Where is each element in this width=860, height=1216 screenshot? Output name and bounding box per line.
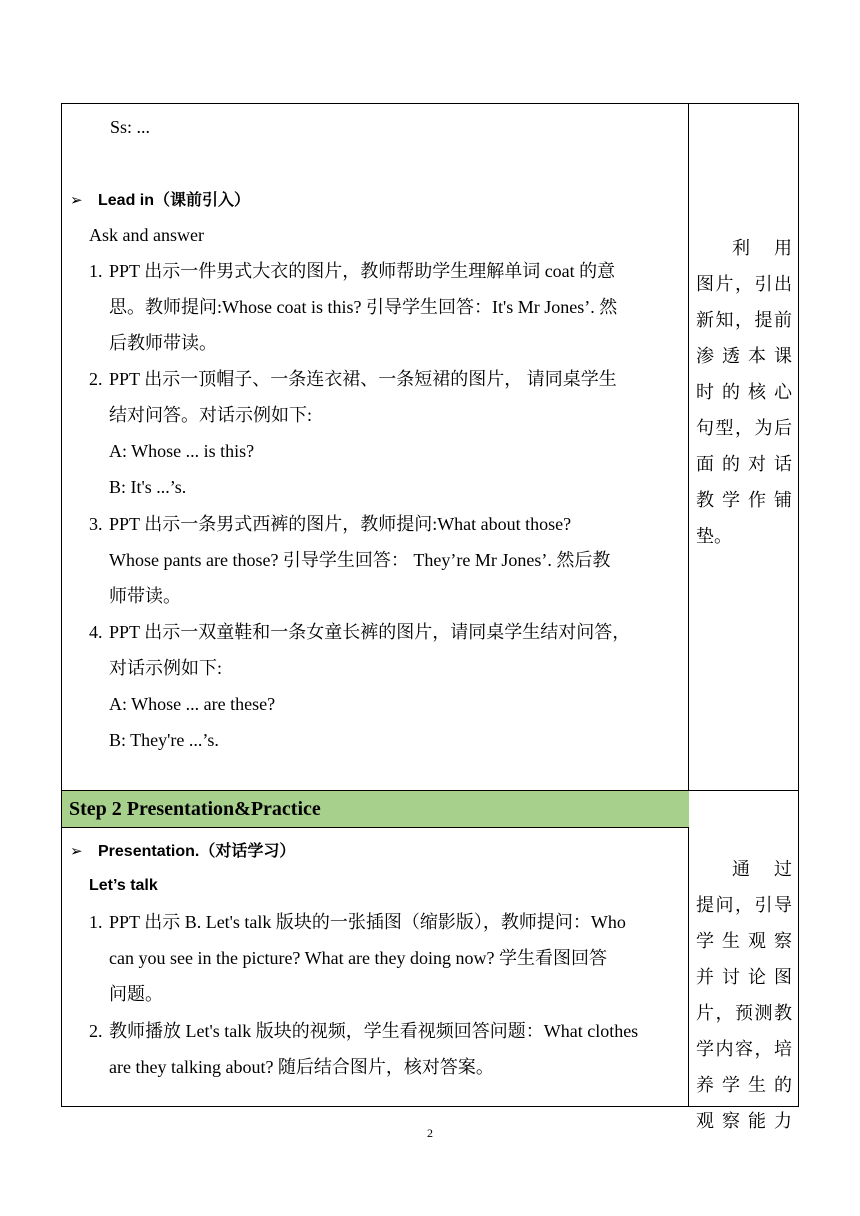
ss-line: Ss: ... (110, 117, 151, 137)
pres-item-1: 1. PPT 出示 B. Let's talk 版块的一张插图（缩影版），教师提问：Who can you see in the picture? What are they doing now? 学生看图回答 问题。 (89, 912, 626, 1004)
table-border-left (61, 103, 62, 1107)
lead-in-title: Lead in（课前引入） (98, 192, 251, 209)
step-header-bottom (61, 827, 689, 828)
arrow-bullet-icon: ➢ (70, 191, 83, 209)
presentation-rationale: 通 过 提问，引导 学生观察 并讨论图 片，预测教 学内容，培 养学生的 观察能力 (696, 859, 792, 1131)
pres-item-2: 2. 教师播放 Let's talk 版块的视频，学生看视频回答问题：What clothes are they talking about? 随后结合图片，核对答案。 (89, 1021, 639, 1077)
lead-item-2: 2. PPT 出示一顶帽子、一条连衣裙、一条短裙的图片， 请同桌学生 结对问答。对话示例如下: A: Whose ... is this? B: It's ...’s. (89, 369, 617, 497)
lead-item-1: 1. PPT 出示一件男式大衣的图片，教师帮助学生理解单词 coat 的意 思。教师提问:Whose coat is this? 引导学生回答：It's Mr Jones’. 然 后教师带读。 (89, 261, 618, 353)
lead-item-4: 4. PPT 出示一双童鞋和一条女童长裤的图片，请同桌学生结对问答， 对话示例如下: A: Whose ... are these? B: They're ...’s. (89, 622, 631, 750)
presentation-title: Presentation.（对话学习） (98, 843, 296, 860)
ask-answer-label: Ask and answer (89, 225, 204, 245)
lets-talk-label: Let’s talk (89, 877, 158, 894)
column-divider (688, 103, 689, 1107)
presentation-heading (70, 832, 295, 870)
step-2-header: Step 2 Presentation&Practice (62, 791, 689, 827)
lead-in-rationale: 利 用 图片，引出 新知，提前 渗透本课 时的核心 句型，为后 面的对话 教学作铺 垫。 (696, 238, 792, 546)
lead-in-heading (70, 181, 250, 219)
table-border-right (798, 103, 799, 1107)
page-number: 2 (427, 1126, 433, 1140)
arrow-bullet-icon: ➢ (70, 842, 83, 860)
lead-item-3: 3. PPT 出示一条男式西裤的图片，教师提问:What about those? Whose pants are those? 引导学生回答： They’re Mr Jones’. 然后教 师带读。 (89, 514, 611, 606)
